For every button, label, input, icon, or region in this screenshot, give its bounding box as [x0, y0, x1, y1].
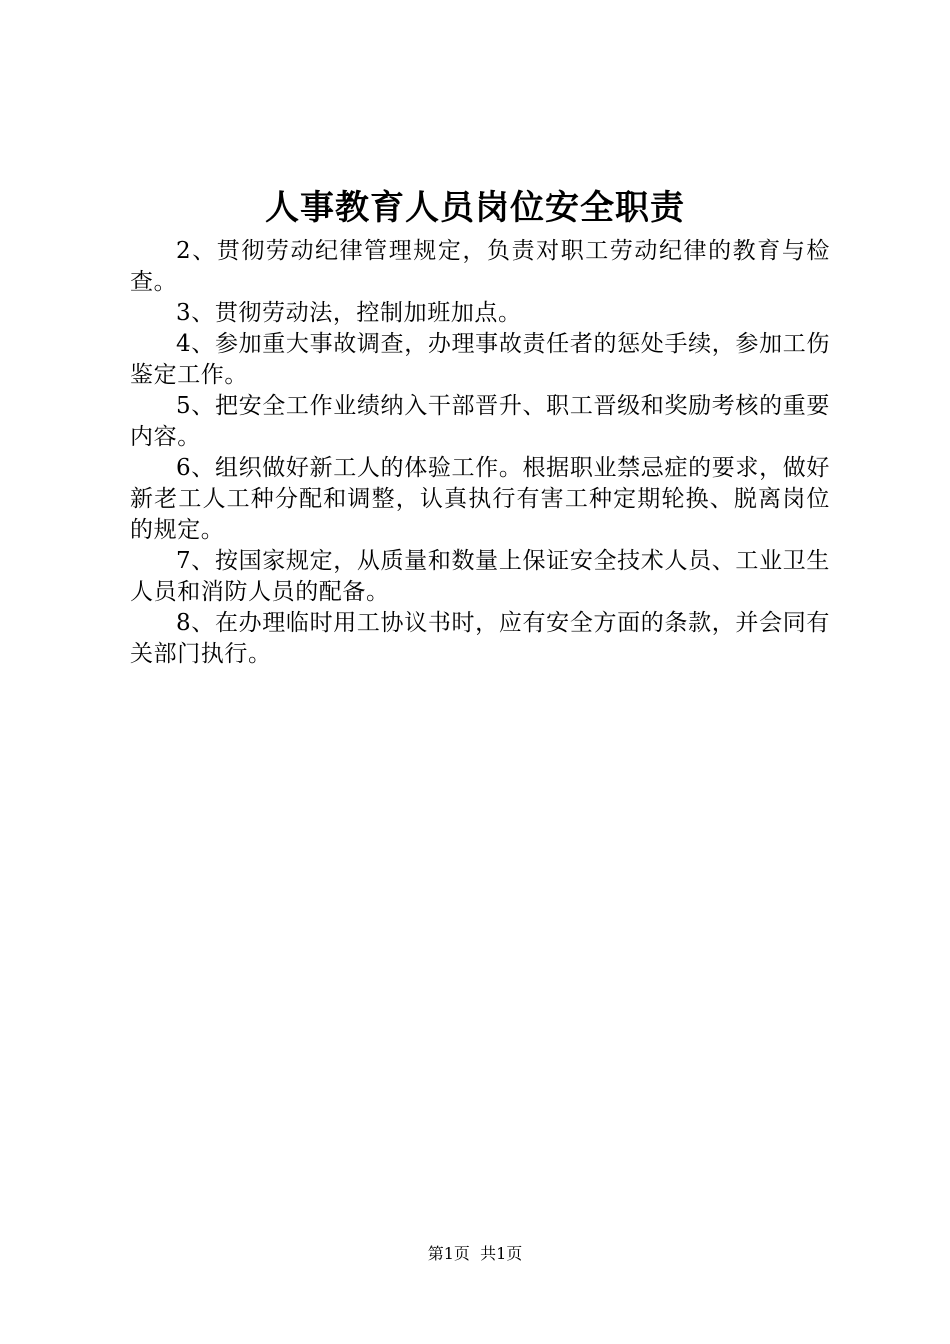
document-body — [130, 236, 830, 670]
footer-gap — [470, 1244, 480, 1263]
page-total: 共1页 — [480, 1244, 523, 1263]
paragraph-item-7: 7、按国家规定，从质量和数量上保证安全技术人员、工业卫生人员和消防人员的配备。 — [130, 548, 830, 605]
paragraph-item-6: 6、组织做好新工人的体验工作。根据职业禁忌症的要求，做好新老工人工种分配和调整，认真执行有害工种定期轮换、脱离岗位的规定。 — [130, 455, 830, 543]
document-title: 人事教育人员岗位安全职责 — [265, 188, 685, 228]
paragraph-item-5: 5、把安全工作业绩纳入干部晋升、职工晋级和奖励考核的重要内容。 — [130, 393, 830, 450]
paragraph-item-4: 4、参加重大事故调查，办理事故责任者的惩处手续，参加工伤鉴定工作。 — [130, 331, 830, 388]
page-number: 第1页 — [427, 1244, 470, 1263]
paragraph-item-2: 2、贯彻劳动纪律管理规定，负责对职工劳动纪律的教育与检查。 — [130, 238, 830, 295]
paragraph-item-3: 3、贯彻劳动法，控制加班加点。 — [176, 300, 522, 326]
paragraph-item-8: 8、在办理临时用工协议书时，应有安全方面的条款，并会同有关部门执行。 — [130, 610, 830, 667]
page-footer — [0, 1243, 950, 1265]
